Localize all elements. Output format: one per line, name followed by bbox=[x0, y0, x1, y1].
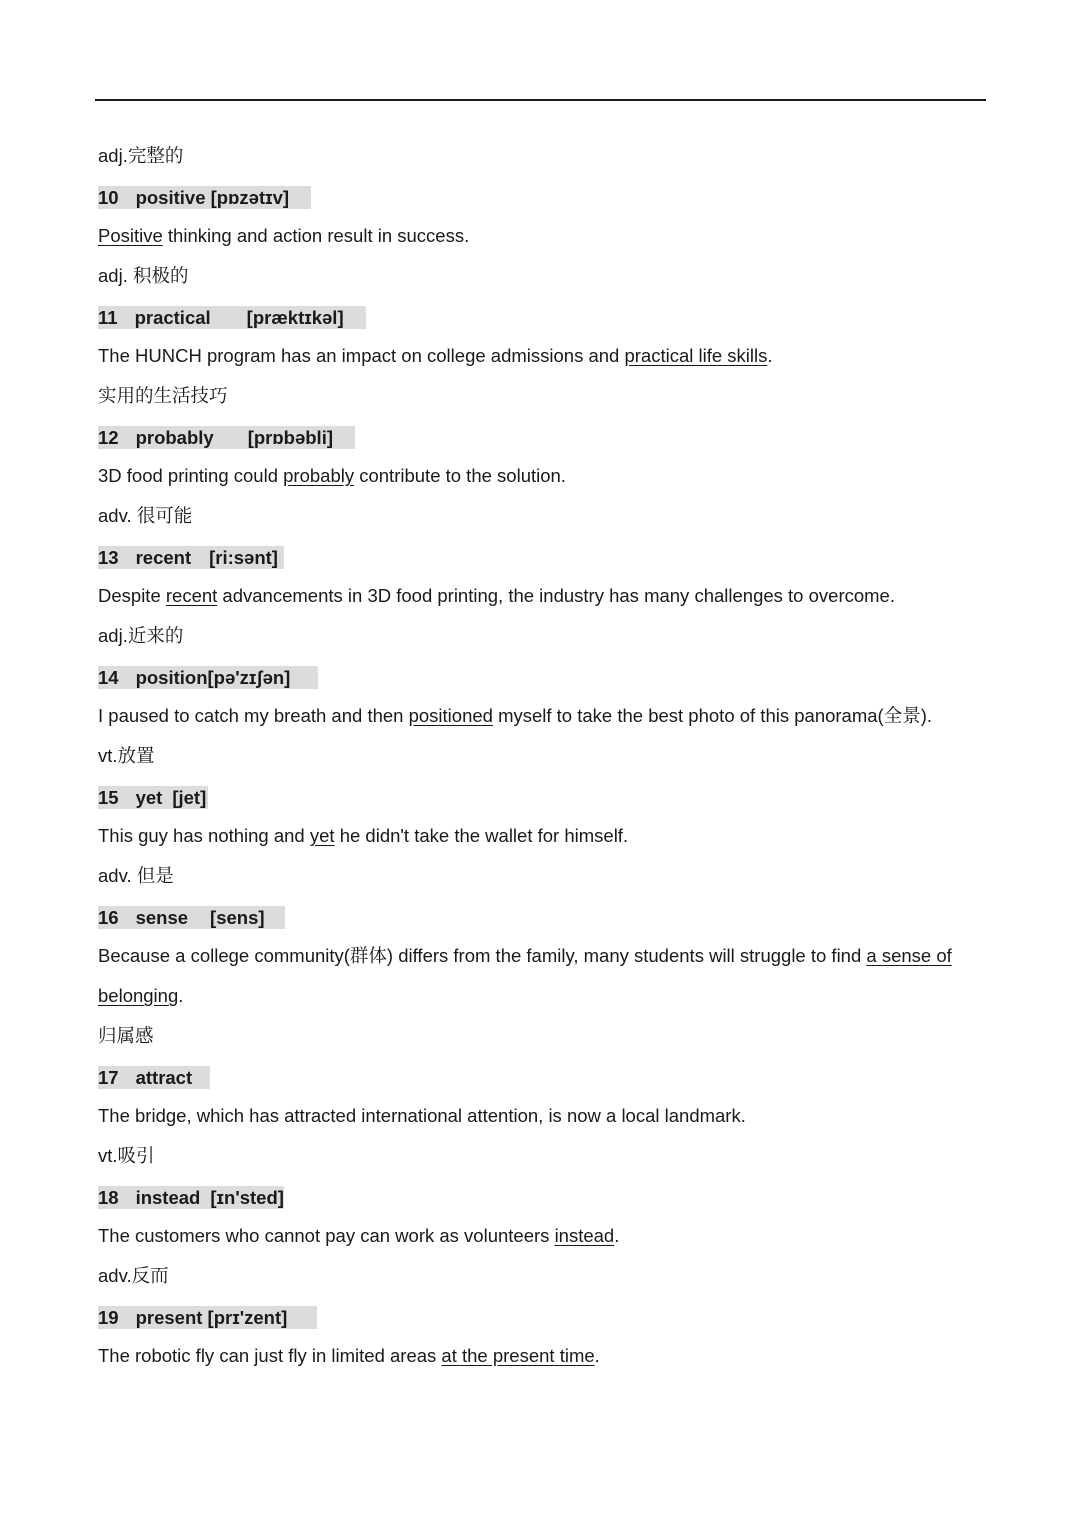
word-heading-17 bbox=[98, 1056, 988, 1096]
heading-highlight bbox=[98, 306, 366, 329]
sentence-text: The HUNCH program has an impact on college admissions and bbox=[98, 345, 625, 366]
meaning-line: adv. 但是 bbox=[98, 865, 174, 886]
sentence-text: . bbox=[178, 985, 184, 1006]
sentence-text: . bbox=[614, 1225, 620, 1246]
sentence-text: 3D food printing could bbox=[98, 465, 284, 486]
example-sentence-continued bbox=[98, 976, 988, 1016]
sentence-key-phrase: practical life skills bbox=[624, 345, 768, 366]
heading-highlight bbox=[98, 906, 285, 929]
header-rule bbox=[95, 99, 986, 101]
sentence-key-phrase: instead bbox=[554, 1225, 615, 1246]
meaning-line: adj.近来的 bbox=[98, 625, 184, 646]
word-term: position bbox=[135, 666, 208, 688]
sentence-text: he didn't take the wallet for himself. bbox=[334, 825, 629, 846]
meaning-line: 实用的生活技巧 bbox=[98, 385, 228, 406]
heading-highlight bbox=[98, 186, 311, 209]
example-sentence bbox=[98, 456, 988, 496]
sentence-text: contribute to the solution. bbox=[354, 465, 566, 486]
meaning-line: 归属感 bbox=[98, 1025, 154, 1046]
example-sentence bbox=[98, 696, 988, 736]
sentence-text: thinking and action result in success. bbox=[162, 225, 470, 246]
word-heading-16 bbox=[98, 896, 988, 936]
example-sentence bbox=[98, 1216, 988, 1256]
sentence-key-phrase: Positive bbox=[98, 225, 163, 246]
word-number: 16 bbox=[98, 906, 119, 928]
sentence-text: . bbox=[767, 345, 773, 366]
heading-highlight bbox=[98, 546, 284, 569]
example-sentence bbox=[98, 336, 988, 376]
sentence-key-phrase: yet bbox=[309, 825, 335, 846]
word-term: present bbox=[135, 1306, 203, 1328]
vocabulary-list bbox=[98, 136, 988, 1376]
word-number: 11 bbox=[98, 306, 118, 328]
meaning-line: vt.放置 bbox=[98, 745, 155, 766]
word-phonetic: [prɒbəbli] bbox=[247, 426, 333, 448]
meaning-line: vt.吸引 bbox=[98, 1145, 155, 1166]
word-number: 17 bbox=[98, 1066, 119, 1088]
word-heading-13 bbox=[98, 536, 988, 576]
word-number: 10 bbox=[98, 186, 119, 208]
word-heading-18 bbox=[98, 1176, 988, 1216]
meaning-line: adj.完整的 bbox=[98, 145, 184, 166]
sentence-text: The robotic fly can just fly in limited areas bbox=[98, 1345, 442, 1366]
sentence-key-phrase: positioned bbox=[408, 705, 493, 726]
sentence-text: myself to take the best photo of this panorama(全景). bbox=[492, 705, 933, 726]
heading-highlight bbox=[98, 1066, 210, 1089]
heading-highlight bbox=[98, 426, 355, 449]
word-term: yet bbox=[135, 786, 163, 808]
sentence-text: I paused to catch my breath and then bbox=[98, 705, 409, 726]
example-sentence bbox=[98, 936, 988, 976]
heading-highlight bbox=[98, 1306, 317, 1329]
word-number: 18 bbox=[98, 1186, 119, 1208]
word-heading-10 bbox=[98, 176, 988, 216]
sentence-key-phrase: at the present time bbox=[441, 1345, 595, 1366]
word-phonetic: [pɒzətɪv] bbox=[210, 186, 290, 208]
example-sentence bbox=[98, 1096, 988, 1136]
word-heading-11 bbox=[98, 296, 988, 336]
sentence-key-phrase: recent bbox=[165, 585, 218, 606]
sentence-key-phrase: belonging bbox=[98, 985, 179, 1006]
word-phonetic: [ri:sənt] bbox=[209, 546, 278, 568]
word-heading-15 bbox=[98, 776, 988, 816]
sentence-text: The bridge, which has attracted international attention, is now a local landmark. bbox=[98, 1105, 746, 1126]
word-phonetic: [sens] bbox=[210, 906, 265, 928]
word-term: positive bbox=[135, 186, 206, 208]
word-phonetic: [pə'zɪʃən] bbox=[207, 666, 291, 688]
word-number: 19 bbox=[98, 1306, 119, 1328]
sentence-text: Despite bbox=[98, 585, 166, 606]
meaning-line: adv.反而 bbox=[98, 1265, 169, 1286]
word-phonetic: [præktɪkəl] bbox=[246, 306, 344, 328]
sentence-text: . bbox=[594, 1345, 600, 1366]
word-heading-19 bbox=[98, 1296, 988, 1336]
heading-highlight bbox=[98, 1186, 284, 1209]
example-sentence bbox=[98, 816, 988, 856]
sentence-text: advancements in 3D food printing, the industry has many challenges to overcome. bbox=[217, 585, 895, 606]
heading-highlight bbox=[98, 786, 208, 809]
sentence-text: Because a college community(群体) differs from the family, many students will struggle to find bbox=[98, 945, 867, 966]
sentence-key-phrase: a sense of bbox=[866, 945, 952, 966]
word-heading-12 bbox=[98, 416, 988, 456]
example-sentence bbox=[98, 1336, 988, 1376]
word-phonetic: [ɪn'sted] bbox=[210, 1186, 284, 1208]
word-term: sense bbox=[135, 906, 189, 928]
word-phonetic: [jet] bbox=[172, 786, 207, 808]
example-sentence bbox=[98, 216, 988, 256]
word-number: 15 bbox=[98, 786, 119, 808]
word-heading-14 bbox=[98, 656, 988, 696]
word-term: instead bbox=[135, 1186, 201, 1208]
sentence-text: This guy has nothing and bbox=[98, 825, 310, 846]
heading-highlight bbox=[98, 666, 318, 689]
meaning-line: adv. 很可能 bbox=[98, 505, 193, 526]
word-number: 14 bbox=[98, 666, 119, 688]
word-number: 12 bbox=[98, 426, 119, 448]
word-number: 13 bbox=[98, 546, 119, 568]
word-term: probably bbox=[135, 426, 214, 448]
word-term: attract bbox=[135, 1066, 193, 1088]
word-term: recent bbox=[135, 546, 192, 568]
sentence-key-phrase: probably bbox=[283, 465, 355, 486]
example-sentence bbox=[98, 576, 988, 616]
sentence-text: The customers who cannot pay can work as volunteers bbox=[98, 1225, 555, 1246]
word-term: practical bbox=[134, 306, 211, 328]
meaning-line: adj. 积极的 bbox=[98, 265, 189, 286]
word-phonetic: [prɪ'zent] bbox=[207, 1306, 288, 1328]
